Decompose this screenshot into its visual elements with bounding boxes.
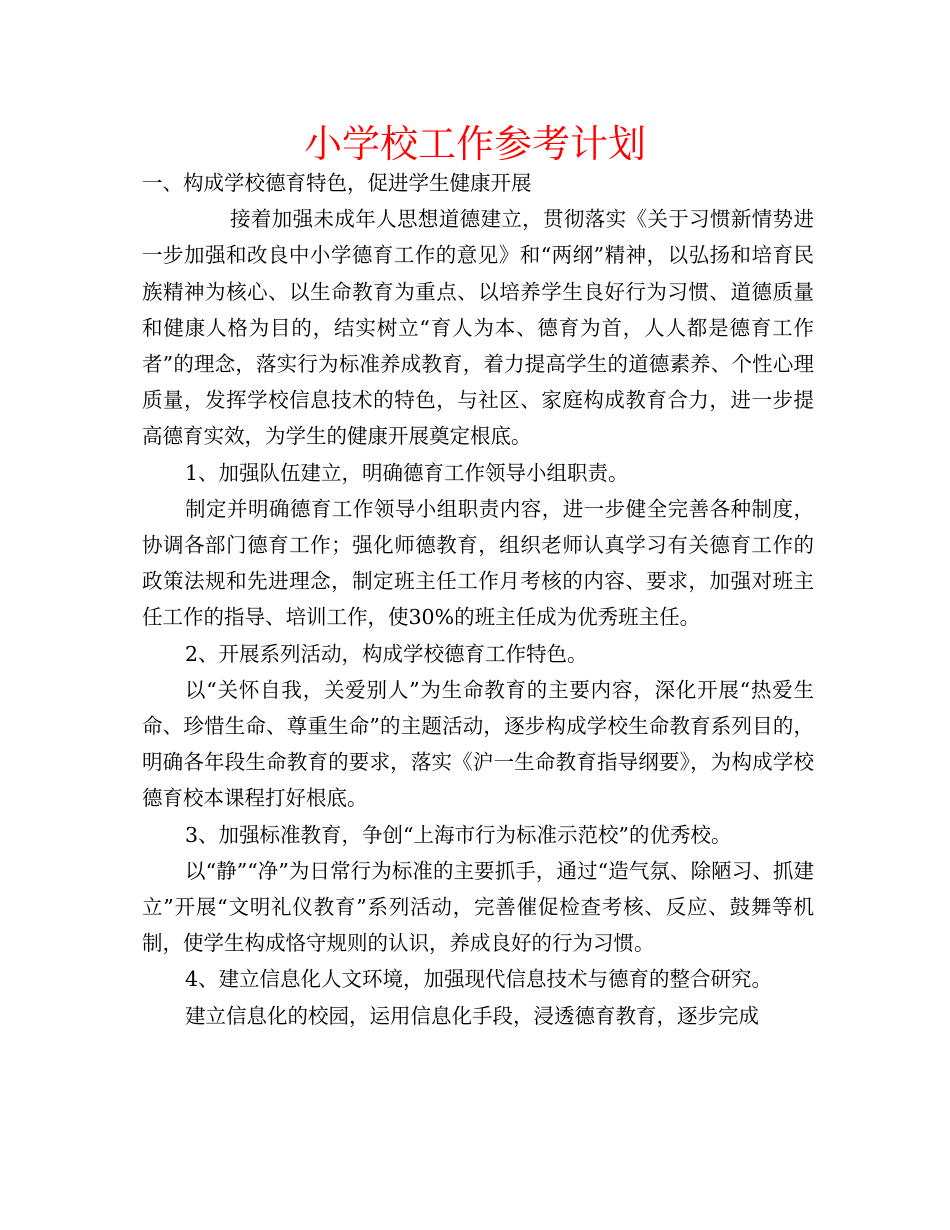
subsection-heading: 1、加强队伍建立，明确德育工作领导小组职责。 bbox=[185, 460, 629, 485]
body-paragraph: 制定并明确德育工作领导小组职责内容，进一步健全完善各种制度，协调各部门德育工作；强化师德教育，组织老师认真学习有关德育工作的政策法规和先进理念，制定班主任工作月考核的内容、要求，加强对班主任工作的指导、培训工作，使30%的班主任成为优秀班主任。 bbox=[142, 496, 814, 630]
section-heading: 一、构成学校德育特色，促进学生健康开展 bbox=[142, 171, 532, 195]
body-paragraph: 接着加强未成年人思想道德建立，贯彻落实《关于习惯新情势进一步加强和改良中小学德育工作的意见》和“两纲”精神，以弘扬和培育民族精神为核心、以生命教育为重点、以培养学生良好行为习惯、道德质量和健康人格为目的，结实树立“育人为本、德育为首，人人都是德育工作者”的理念，落实行为标准养成教育，着力提高学生的道德素养、个性心理质量，发挥学校信息技术的特色，与社区、家庭构成教育合力，进一步提高德育实效，为学生的健康开展奠定根底。 bbox=[142, 207, 814, 449]
subsection-heading: 4、建立信息化人文环境，加强现代信息技术与德育的整合研究。 bbox=[185, 967, 773, 992]
document-title: 小学校工作参考计划 bbox=[303, 122, 646, 166]
body-paragraph: 建立信息化的校园，运用信息化手段，浸透德育教育，逐步完成 bbox=[185, 1003, 759, 1028]
subsection-heading: 2、开展系列活动，构成学校德育工作特色。 bbox=[185, 641, 588, 666]
body-paragraph: 以“静”“净”为日常行为标准的主要抓手，通过“造气氛、除陋习、抓建立”开展“文明礼仪教育”系列活动，完善催促检查考核、反应、鼓舞等机制，使学生构成恪守规则的认识，养成良好的行为习惯。 bbox=[142, 858, 814, 956]
subsection-heading: 3、加强标准教育，争创“上海市行为标准示范校”的优秀校。 bbox=[185, 822, 732, 847]
body-paragraph: 以“关怀自我，关爱别人”为生命教育的主要内容，深化开展“热爱生命、珍惜生命、尊重生命”的主题活动，逐步构成学校生命教育系列目的，明确各年段生命教育的要求，落实《沪一生命教育指导纲要》，为构成学校德育校本课程打好根底。 bbox=[142, 677, 814, 811]
document-body bbox=[142, 165, 814, 1034]
